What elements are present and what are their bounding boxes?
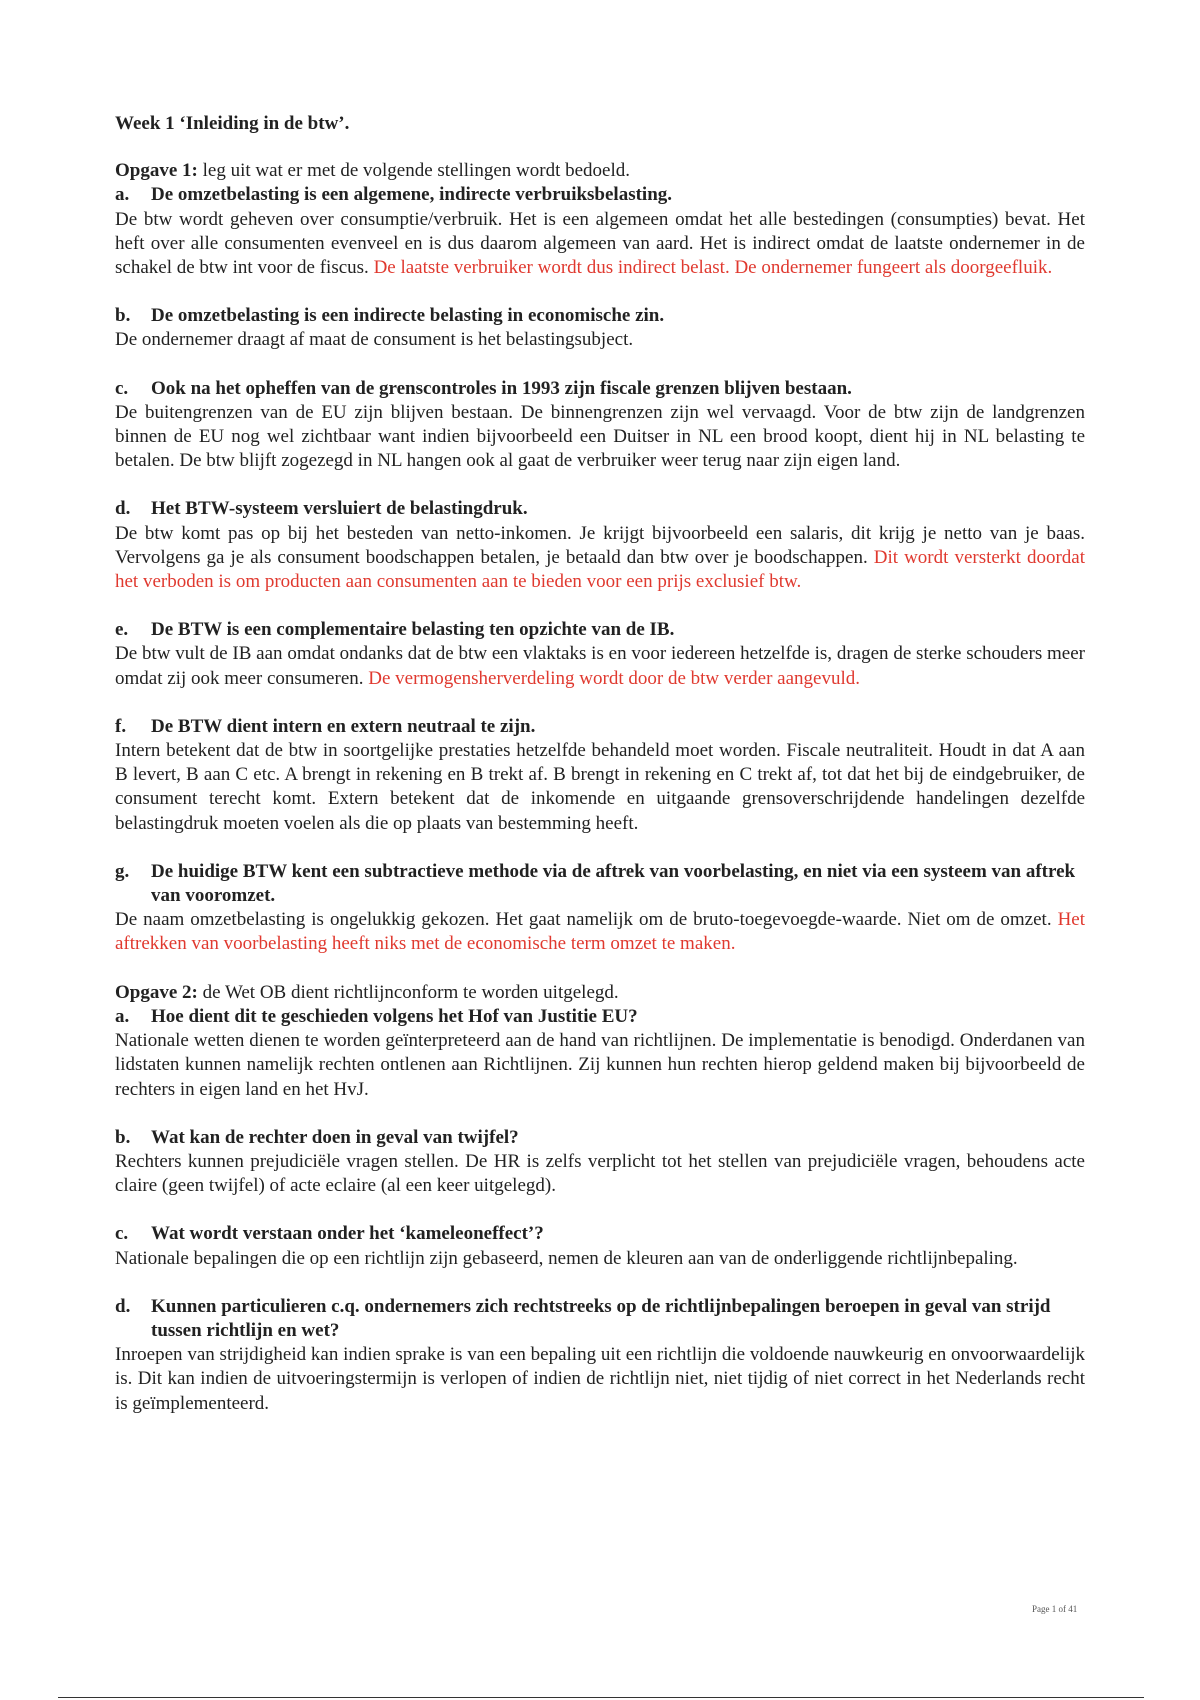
question-letter: d. bbox=[115, 1295, 131, 1317]
question-letter: a. bbox=[115, 184, 130, 206]
document-page bbox=[115, 112, 1085, 1416]
question-letter: c. bbox=[115, 377, 129, 399]
question-letter: a. bbox=[115, 1005, 130, 1027]
question bbox=[115, 183, 1085, 207]
page-divider bbox=[58, 1697, 1144, 1698]
question bbox=[115, 860, 1085, 908]
opgave-1-item-d bbox=[115, 497, 1085, 594]
question bbox=[115, 497, 1085, 521]
opgave-2-item-a bbox=[115, 1005, 1085, 1102]
question-text: De huidige BTW kent een subtractieve methode via de aftrek van voorbelasting, en niet via een systeem van aftrek van vooromzet. bbox=[151, 860, 1076, 907]
opgave-2-label: Opgave 2: bbox=[115, 981, 198, 1003]
question-text: Het BTW-systeem versluiert de belastingdruk. bbox=[151, 498, 528, 520]
opgave-1-item-a bbox=[115, 183, 1085, 280]
answer bbox=[115, 328, 1085, 352]
answer-text: De buitengrenzen van de EU zijn blijven bestaan. De binnengrenzen zijn wel vervaagd. Voor de btw zijn de landgrenzen binnen de EU nog wel zichtbaar want indien bijvoorbeeld een Duitser in NL een brood koopt, dient hij in NL belasting te betalen. De btw blijft zogezegd in NL hangen ook al gaat de verbruiker weer terug naar zijn eigen land. bbox=[115, 401, 1085, 472]
opgave-1-item-g bbox=[115, 860, 1085, 957]
answer-text: De btw komt pas op bij het besteden van netto-inkomen. Je krijgt bijvoorbeeld een salaris, dit krijg je netto van je baas. Vervolgens ga je als consument boodschappen betalen, je betaald dan btw over je boodschappen. bbox=[115, 522, 1085, 568]
question-text: Kunnen particulieren c.q. ondernemers zich rechtstreeks op de richtlijnbepalingen beroepen in geval van strijd tussen richtlijn en wet? bbox=[151, 1295, 1051, 1341]
opgave-1-item-c bbox=[115, 377, 1085, 474]
answer bbox=[115, 1029, 1085, 1102]
answer-text: Nationale wetten dienen te worden geïnterpreteerd aan de hand van richtlijnen. De implementatie is benodigd. Onderdanen van lidstaten kunnen namelijk rechten ontlenen aan Richtlijnen. Zij kunnen hun rechten hierop geldend maken bij bijvoorbeeld de rechters in eigen land en het HvJ. bbox=[115, 1030, 1085, 1100]
answer-text: De btw wordt geheven over consumptie/verbruik. Het is een algemeen omdat het alle bestedingen (consumpties) bevat. Het heft over alle consumenten evenveel en is dus daarom algemeen van aard. Het is indirect omdat de laatste ondernemer in de schakel de btw int voor de fiscus. bbox=[115, 208, 1085, 279]
question-text: De omzetbelasting is een indirecte belasting in economische zin. bbox=[151, 305, 665, 327]
question bbox=[115, 618, 1085, 642]
answer-text: Inroepen van strijdigheid kan indien sprake is van een bepaling uit een richtlijn die voldoende nauwkeurig en onvoorwaardelijk is. Dit kan indien de uitvoeringstermijn is verlopen of indien de richtlijn niet, niet tijdig of niet correct in het Nederlands recht is geïmplementeerd. bbox=[115, 1344, 1085, 1414]
answer-highlight: Het aftrekken van voorbelasting heeft niks met de economische term omzet te maken. bbox=[115, 909, 1085, 955]
question bbox=[115, 304, 1085, 328]
question-letter: b. bbox=[115, 305, 131, 327]
answer bbox=[115, 1150, 1085, 1198]
answer-text: Rechters kunnen prejudiciële vragen stellen. De HR is zelfs verplicht tot het stellen van prejudiciële vragen, behoudens acte claire (geen twijfel) of acte eclaire (al een keer uitgelegd). bbox=[115, 1150, 1085, 1197]
answer bbox=[115, 401, 1085, 474]
opgave-2-item-c bbox=[115, 1222, 1085, 1270]
question bbox=[115, 1222, 1085, 1246]
answer-text: De naam omzetbelasting is ongelukkig gekozen. Het gaat namelijk om de bruto-toegevoegde-waarde. Niet om de omzet. bbox=[115, 909, 1058, 931]
answer-text: Nationale bepalingen die op een richtlijn zijn gebaseerd, nemen de kleuren aan van de onderliggende richtlijnbepaling. bbox=[115, 1247, 1018, 1269]
opgave-1-label: Opgave 1: bbox=[115, 160, 198, 182]
question-letter: e. bbox=[115, 619, 129, 641]
question-text: Hoe dient dit te geschieden volgens het Hof van Justitie EU? bbox=[151, 1005, 638, 1027]
opgave-2-intro: de Wet OB dient richtlijnconform te worden uitgelegd. bbox=[197, 981, 619, 1003]
answer bbox=[115, 739, 1085, 836]
opgave-2-item-b bbox=[115, 1126, 1085, 1199]
question bbox=[115, 1005, 1085, 1029]
opgave-2-item-d bbox=[115, 1295, 1085, 1416]
page-number: Page 1 of 41 bbox=[1032, 1604, 1078, 1614]
answer bbox=[115, 908, 1085, 956]
answer bbox=[115, 208, 1085, 281]
question bbox=[115, 715, 1085, 739]
question bbox=[115, 1126, 1085, 1150]
question-letter: b. bbox=[115, 1126, 131, 1148]
question-text: Wat kan de rechter doen in geval van twijfel? bbox=[151, 1126, 519, 1148]
opgave-1-intro: leg uit wat er met de volgende stellingen wordt bedoeld. bbox=[197, 160, 630, 182]
answer bbox=[115, 1343, 1085, 1416]
answer-highlight: Dit wordt versterkt doordat het verboden is om producten aan consumenten aan te bieden voor een prijs exclusief btw. bbox=[115, 546, 1085, 593]
question bbox=[115, 377, 1085, 401]
question-text: Ook na het opheffen van de grenscontroles in 1993 zijn fiscale grenzen blijven bestaan. bbox=[151, 377, 852, 399]
question-letter: f. bbox=[115, 715, 127, 737]
opgave-1-item-e bbox=[115, 618, 1085, 691]
question-letter: c. bbox=[115, 1223, 129, 1245]
question bbox=[115, 1295, 1085, 1343]
answer bbox=[115, 1247, 1085, 1271]
answer-text: Intern betekent dat de btw in soortgelijke prestaties hetzelfde behandeld moet worden. Fiscale neutraliteit. Houdt in dat A aan B levert, B aan C etc. A brengt in rekening en B trekt af. B brengt in rekening en C trekt af, tot dat het bij de eindgebruiker, de consument terecht komt. Extern betekent dat de inkomende en uitgaande grensoverschrijdende handelingen dezelfde belastingdruk moeten voelen als die op plaats van bestemming heeft. bbox=[115, 740, 1085, 834]
answer-highlight: De vermogensherverdeling wordt door de btw verder aangevuld. bbox=[368, 667, 860, 689]
answer bbox=[115, 642, 1085, 690]
question-text: Wat wordt verstaan onder het ‘kameleoneffect’? bbox=[151, 1223, 544, 1245]
question-letter: d. bbox=[115, 498, 131, 520]
question-letter: g. bbox=[115, 860, 130, 882]
question-text: De BTW is een complementaire belasting ten opzichte van de IB. bbox=[151, 619, 675, 641]
answer-text: De ondernemer draagt af maat de consument is het belastingsubject. bbox=[115, 329, 634, 351]
answer-text: De btw vult de IB aan omdat ondanks dat de btw een vlaktaks is en voor iedereen hetzelfde is, dragen de sterke schouders meer omdat zij ook meer consumeren. bbox=[115, 643, 1085, 689]
question-text: De BTW dient intern en extern neutraal te zijn. bbox=[151, 715, 536, 737]
opgave-1-item-f bbox=[115, 715, 1085, 836]
opgave-1-heading bbox=[115, 159, 1085, 183]
answer bbox=[115, 522, 1085, 595]
opgave-1-item-b bbox=[115, 304, 1085, 352]
answer-highlight: De laatste verbruiker wordt dus indirect belast. De ondernemer fungeert als doorgeefluik. bbox=[373, 257, 1053, 279]
question-text: De omzetbelasting is een algemene, indirecte verbruiksbelasting. bbox=[151, 184, 673, 206]
opgave-2-heading bbox=[115, 981, 1085, 1005]
document-title: Week 1 ‘Inleiding in de btw’. bbox=[115, 113, 350, 134]
